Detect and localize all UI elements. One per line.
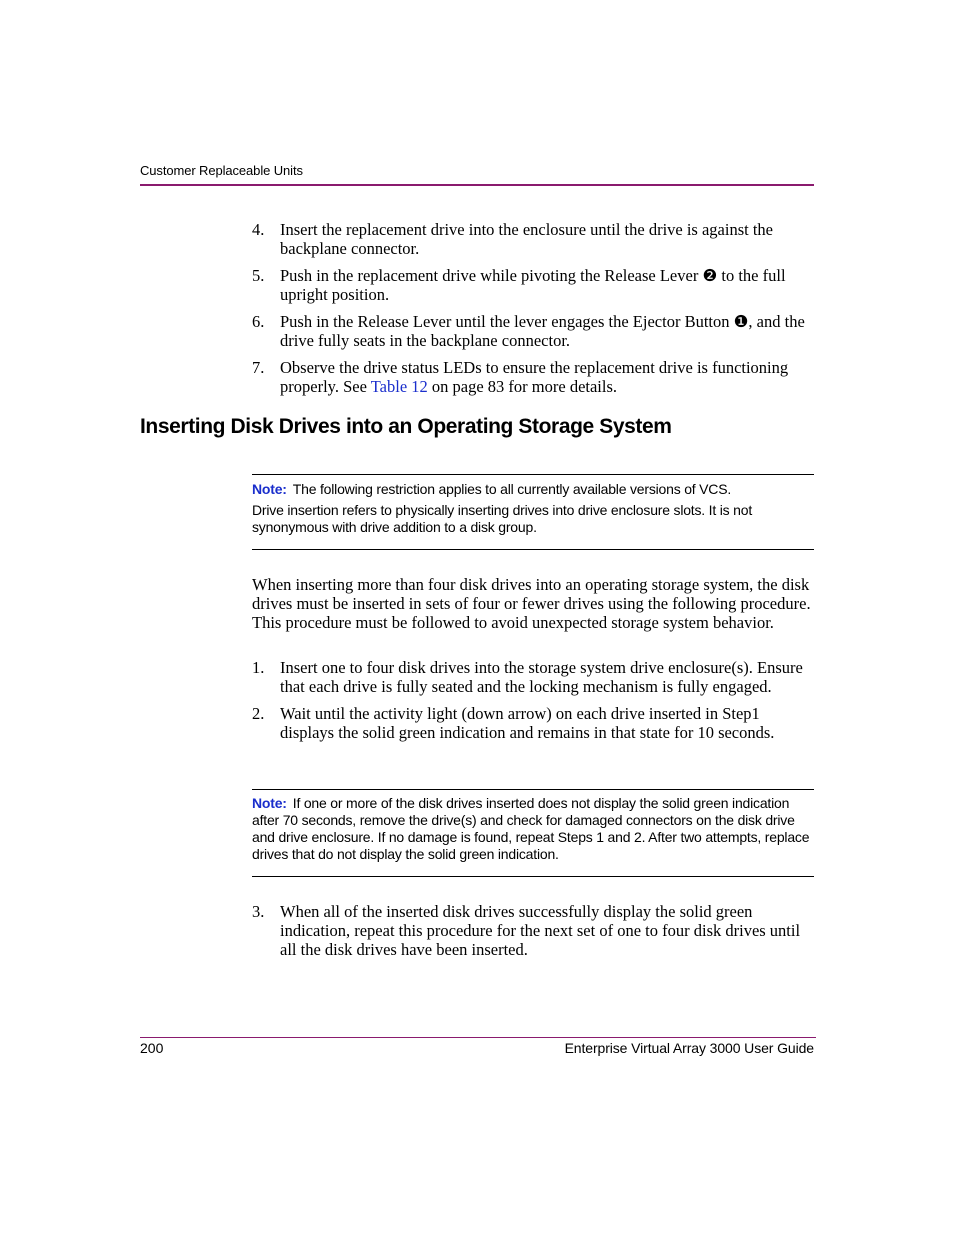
steps-list-mid (252, 658, 814, 750)
step-text: Insert one to four disk drives into the storage system drive enclosure(s). Ensure that each drive is fully seated and the locking mechanism is fully engaged. (280, 658, 803, 696)
step-number: 1. (252, 658, 265, 677)
running-header-title: Customer Replaceable Units (140, 163, 303, 178)
list-item (252, 902, 814, 959)
note-line (252, 795, 814, 863)
table-12-link[interactable]: Table 12 (370, 377, 428, 396)
step-number: 3. (252, 902, 265, 921)
list-item (252, 266, 814, 304)
step-number: 4. (252, 220, 265, 239)
step-text: Wait until the activity light (down arrow) on each drive inserted in Step1 displays the solid green indication and remains in that state for 10 seconds. (280, 704, 775, 742)
step-number: 6. (252, 312, 265, 331)
step-text: Push in the Release Lever until the lever engages the Ejector Button (280, 312, 734, 331)
callout-1-icon: ❶ (733, 312, 749, 331)
list-item (252, 312, 814, 350)
steps-list-top (252, 220, 814, 404)
list-item (252, 220, 814, 258)
section-heading: Inserting Disk Drives into an Operating Storage System (140, 415, 672, 438)
steps-list-bottom (252, 902, 814, 967)
note-label: Note: (252, 795, 287, 811)
step-text: , and the drive fully seats in the backplane connector. (280, 312, 805, 350)
step-number: 2. (252, 704, 265, 723)
step-number: 7. (252, 358, 265, 377)
step-text: on page 83 for more details. (427, 377, 618, 396)
note-text: The following restriction applies to all currently available versions of VCS. (292, 481, 732, 497)
step-text: Insert the replacement drive into the enclosure until the drive is against the backplane connector. (280, 220, 774, 258)
note-line (252, 481, 814, 498)
step-number: 5. (252, 266, 265, 285)
note-box (252, 474, 814, 550)
step-text: to the full upright position. (280, 266, 786, 304)
header-rule (140, 184, 814, 186)
step-text: When all of the inserted disk drives successfully display the solid green indication, repeat this procedure for the next set of one to four disk drives until all the disk drives have been inserted. (280, 902, 801, 959)
note-box (252, 789, 814, 877)
note-label: Note: (252, 481, 287, 497)
callout-2-icon: ❷ (702, 266, 718, 285)
page-number: 200 (140, 1040, 164, 1056)
list-item (252, 658, 814, 696)
step-text: Observe the drive status LEDs to ensure the replacement drive is functioning properly. See (280, 358, 789, 396)
guide-title: Enterprise Virtual Array 3000 User Guide (564, 1040, 814, 1056)
list-item (252, 358, 814, 396)
step-text: Push in the replacement drive while pivoting the Release Lever (280, 266, 703, 285)
list-item (252, 704, 814, 742)
intro-paragraph: When inserting more than four disk drives into an operating storage system, the disk drives must be inserted in sets of four or fewer drives using the following procedure. This procedure must be followed to avoid unexpected storage system behavior. (252, 575, 811, 632)
note-text: If one or more of the disk drives inserted does not display the solid green indication after 70 seconds, remove the drive(s) and check for damaged connectors on the disk drive and drive enclosure. If no damage is found, repeat Steps 1 and 2. After two attempts, replace drives that do not display the solid green indication. (252, 795, 810, 862)
note-text: Drive insertion refers to physically inserting drives into drive enclosure slots. It is not synonymous with drive addition to a disk group. (252, 502, 753, 535)
footer-rule (140, 1037, 816, 1038)
